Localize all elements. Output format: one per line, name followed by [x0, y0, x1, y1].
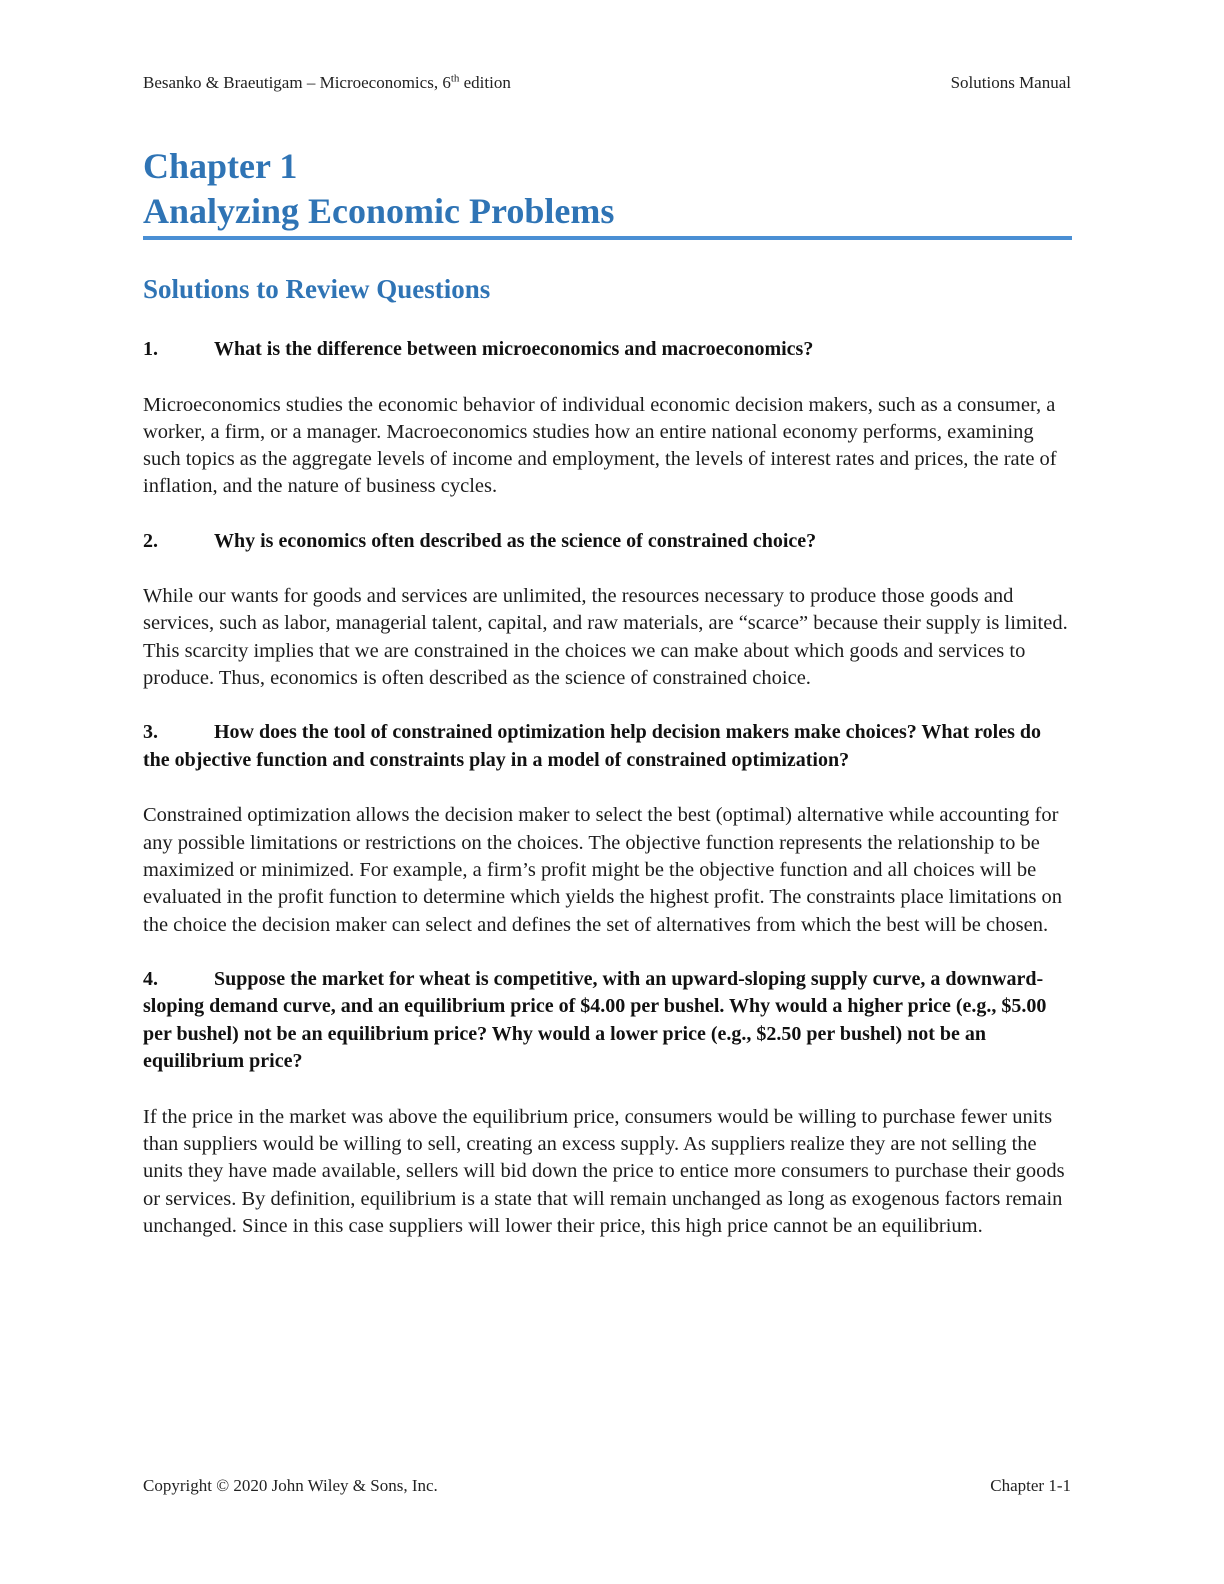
page-header	[143, 73, 1071, 93]
question-1: 1. What is the difference between microeconomics and macroeconomics?	[143, 338, 814, 360]
page-footer	[143, 1476, 1071, 1496]
chapter-title	[143, 144, 1071, 234]
answer-1: Microeconomics studies the economic behavior of individual economic decision makers, such as a consumer, a worker, a firm, or a manager. Macroeconomics studies how an entire national economy performs, examining such topics as the aggregate levels of income and employment, the levels of interest rates and prices, the rate of inflation, and the nature of business cycles.	[143, 393, 1057, 498]
chapter-number: Chapter 1	[143, 146, 298, 186]
answer-3: Constrained optimization allows the decision maker to select the best (optimal) alternative while accounting for any possible limitations or restrictions on the choices. The objective function represents the relationship to be maximized or minimized. For example, a firm’s profit might be the objective function and all choices will be evaluated in the profit function to determine which yields the highest profit. The constraints place limitations on the choice the decision maker can select and defines the set of alternatives from which the best will be chosen.	[143, 804, 1063, 936]
copyright-notice: Copyright © 2020 John Wiley & Sons, Inc.	[143, 1476, 438, 1495]
chapter-name: Analyzing Economic Problems	[143, 191, 615, 231]
header-manual-label: Solutions Manual	[950, 73, 1071, 92]
question-2: 2. Why is economics often described as the science of constrained choice?	[143, 529, 817, 552]
answer-2: While our wants for goods and services are unlimited, the resources necessary to produce those goods and services, such as labor, managerial talent, capital, and raw materials, are “scarce” because their supply is limited. This scarcity implies that we are constrained in the choices we can make about which goods and services to produce. Thus, economics is often described as the science of constrained choice.	[143, 585, 1068, 690]
question-3: 3. How does the tool of constrained optimization help decision makers make choices? What roles do the objective function and constraints play in a model of constrained optimization?	[143, 721, 1042, 771]
page-number: Chapter 1-1	[990, 1476, 1071, 1495]
title-divider	[143, 236, 1072, 240]
question-4: 4. Suppose the market for wheat is competitive, with an upward-sloping supply curve, a downward-sloping demand curve, and an equilibrium price of $4.00 per bushel. Why would a higher price (e.g., $5.00 per bushel) not be an equilibrium price? Why would a lower price (e.g., $2.50 per bushel) not be an equilibrium price?	[143, 967, 1047, 1073]
section-heading: Solutions to Review Questions	[143, 274, 491, 304]
header-book-title: Besanko & Braeutigam – Microeconomics, 6th edition	[143, 72, 511, 92]
questions-list	[143, 336, 1071, 1240]
answer-4: If the price in the market was above the equilibrium price, consumers would be willing to purchase fewer units than suppliers would be willing to sell, creating an excess supply. As suppliers realize they are not selling the units they have made available, sellers will bid down the price to entice more consumers to purchase their goods or services. By definition, equilibrium is a state that will remain unchanged as long as exogenous factors remain unchanged. Since in this case suppliers will lower their price, this high price cannot be an equilibrium.	[143, 1105, 1065, 1238]
